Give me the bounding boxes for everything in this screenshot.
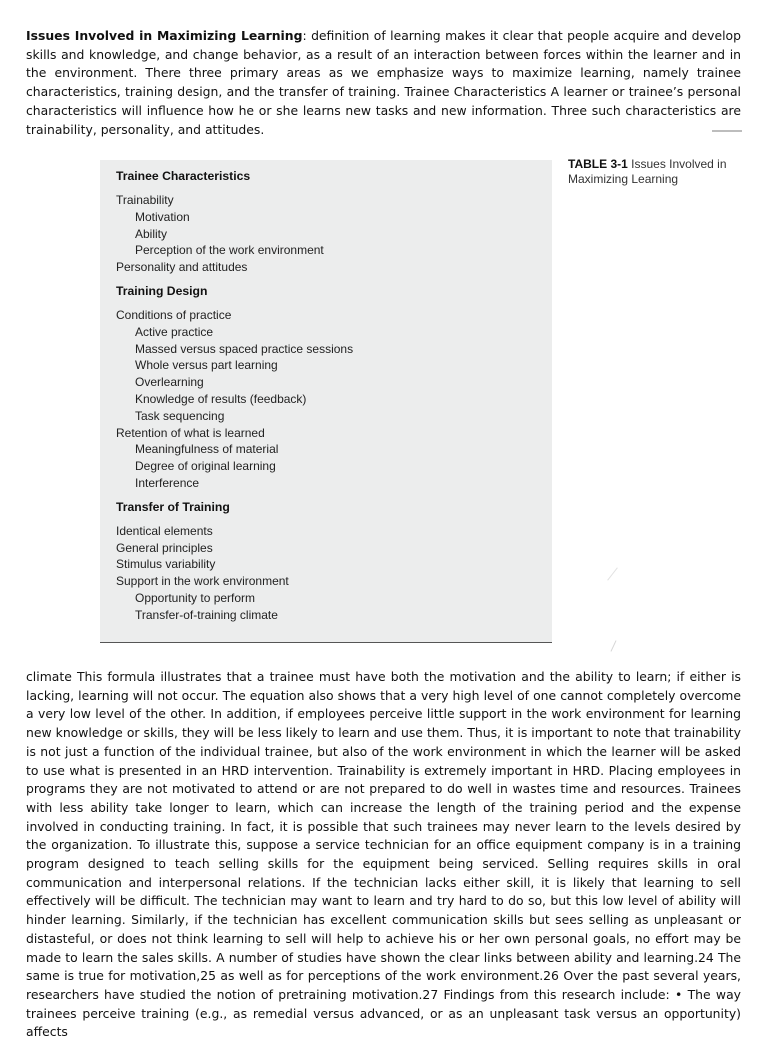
table-subitem: Motivation xyxy=(135,209,190,224)
table-caption-text: Issues Involved in Maximizing Learning xyxy=(568,157,727,186)
table-subitem: Active practice xyxy=(135,324,214,339)
table-subitem: Meaningfulness of material xyxy=(135,442,279,457)
table-item: Trainability xyxy=(116,193,174,207)
table-subitem: Degree of original learning xyxy=(135,459,276,474)
table-subitem: Interference xyxy=(135,476,200,490)
table-item: Conditions of practice xyxy=(116,308,232,322)
table-subitem: Perception of the work environment xyxy=(135,243,324,258)
table-subitem: Whole versus part learning xyxy=(135,358,278,373)
table-subitem: Transfer-of-training climate xyxy=(135,607,278,622)
intro-text: : definition of learning makes it clear that people acquire and develop skills and knowledge, and change behavior, as a result of an interaction between forces within the learner and in the environment. There three primary areas as we emphasize ways to maximize learning, namely trainee characteristics, training design, and the transfer of training. Trainee Characteristics A learner or trainee’s personal characteristics will influence how he or she learns new tasks and new information. Three such characteristics are trainability, personality, and attitudes. xyxy=(26,28,741,137)
table-subitem: Massed versus spaced practice sessions xyxy=(135,341,354,356)
table-item: Stimulus variability xyxy=(116,557,216,572)
table-caption xyxy=(568,157,738,186)
intro-heading: Issues Involved in Maximizing Learning xyxy=(26,28,303,43)
table-subitem: Task sequencing xyxy=(135,408,225,423)
table-item: Personality and attitudes xyxy=(116,260,248,275)
table-item: General principles xyxy=(116,540,213,555)
table-item: Retention of what is learned xyxy=(116,425,265,440)
table-item: Support in the work environment xyxy=(116,574,289,589)
scan-mark xyxy=(611,640,617,651)
intro-paragraph xyxy=(26,27,741,139)
table-section-heading: Trainee Characteristics xyxy=(116,169,251,183)
table-subitem: Ability xyxy=(135,226,168,241)
table-subitem: Knowledge of results (feedback) xyxy=(135,392,307,406)
table-section-heading: Transfer of Training xyxy=(116,499,230,514)
table-subitem: Opportunity to perform xyxy=(135,591,256,605)
table-caption-label: TABLE 3-1 xyxy=(568,157,628,171)
body-paragraph: climate This formula illustrates that a trainee must have both the motivation and the ability to learn; if either is lacking, learning will not occur. The equation also shows that a very high level of one cannot completely overcome a very low level of the other. In addition, if employees perceive little support in the work environment for learning new knowledge or skills, they will be less likely to learn and use them. Thus, it is important to note that trainability is not just a function of the individual trainee, but also of the work environment in which the learner will be asked to use what is presented in an HRD intervention. Trainability is extremely important in HRD. Placing employees in programs they are not motivated to attend or are not prepared to do well in wastes time and resources. Trainees with less ability take longer to learn, which can increase the length of the training period and the expense involved in conducting training. In fact, it is possible that such trainees may never learn to the levels desired by the organization. To illustrate this, suppose a service technician for an office equipment company is in a training program designed to teach selling skills for the equipment being serviced. Selling requires skills in oral communication and interpersonal relations. If the technician lacks either skill, it is likely that learning to sell effectively will be difficult. The technician may want to learn and try hard to do so, but this low level of ability will hinder learning. Similarly, if the technician has excellent communication skills but sees selling as unpleasant or distasteful, or does not think learning to sell will help to achieve his or her own personal goals, no effort may be made to learn the sales skills. A number of studies have shown the clear links between ability and learning.24 The same is true for motivation,25 as well as for perceptions of the work environment.26 Over the past several years, researchers have studied the notion of pretraining motivation.27 Findings from this research include: • The way trainees perceive training (e.g., as remedial versus advanced, or as an unpleasant task versus an opportunity) affects xyxy=(26,669,741,1040)
decorative-rule xyxy=(712,130,742,132)
table-item: Identical elements xyxy=(116,523,213,538)
issues-table xyxy=(100,160,552,643)
table-subitem: Overlearning xyxy=(135,375,204,390)
table-section-heading: Training Design xyxy=(116,284,208,298)
scan-mark xyxy=(607,567,618,580)
